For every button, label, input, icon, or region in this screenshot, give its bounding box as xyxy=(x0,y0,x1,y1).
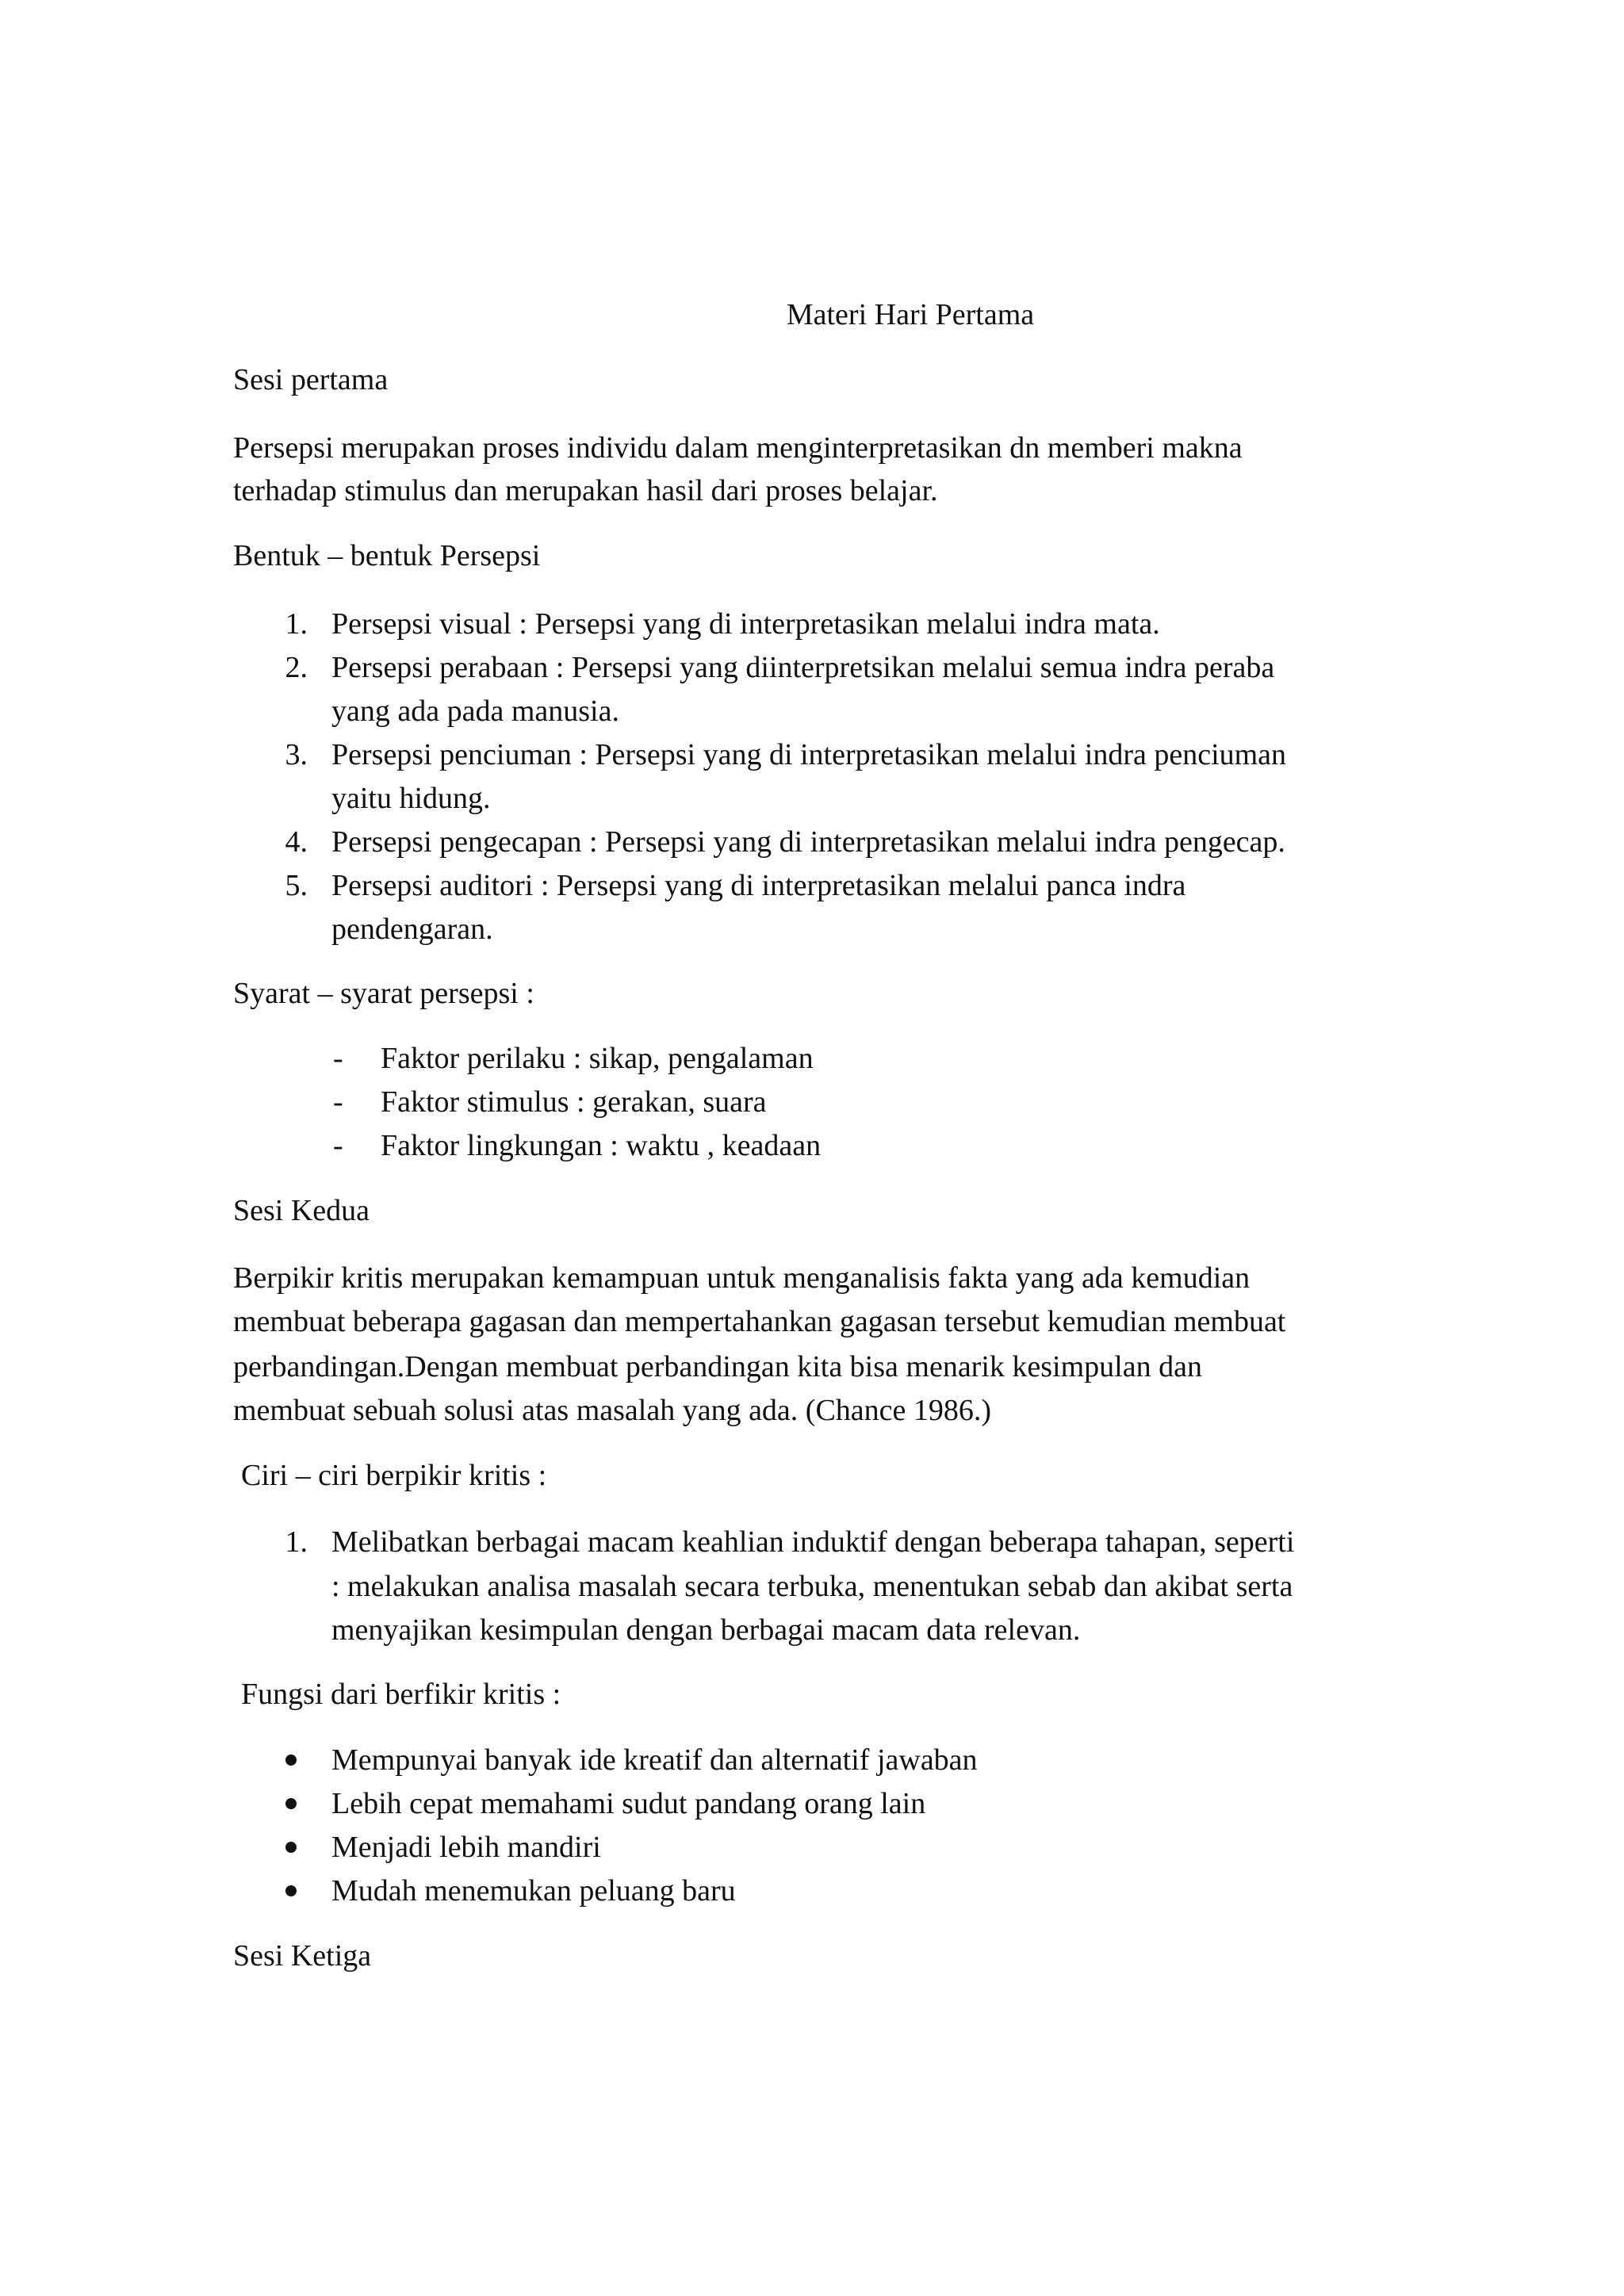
bullet-icon xyxy=(285,1885,297,1896)
list-number: 1. xyxy=(285,1525,308,1559)
session-2-heading: Sesi Kedua xyxy=(233,1194,370,1227)
dash-marker: - xyxy=(333,1085,343,1119)
functions-heading: Fungsi dari berfikir kritis : xyxy=(241,1678,561,1711)
list-item: Mempunyai banyak ide kreatif dan alternatif jawaban xyxy=(331,1743,978,1777)
list-number: 5. xyxy=(285,869,308,902)
list-item: Faktor perilaku : sikap, pengalaman xyxy=(381,1042,814,1075)
session-1-definition-line-2: terhadap stimulus dan merupakan hasil dari proses belajar. xyxy=(233,474,938,507)
session-2-definition-line-1: Berpikir kritis merupakan kemampuan untuk menganalisis fakta yang ada kemudian xyxy=(233,1261,1251,1295)
list-item: Persepsi visual : Persepsi yang di interpretasikan melalui indra mata. xyxy=(331,607,1160,641)
list-item-continuation: yang ada pada manusia. xyxy=(331,695,619,728)
list-item: Faktor lingkungan : waktu , keadaan xyxy=(381,1129,822,1162)
list-item: Mudah menemukan peluang baru xyxy=(331,1874,736,1908)
list-item: Persepsi perabaan : Persepsi yang diinterpretsikan melalui semua indra peraba xyxy=(331,651,1275,684)
session-2-definition-line-3: perbandingan.Dengan membuat perbandingan kita bisa menarik kesimpulan dan xyxy=(233,1350,1202,1383)
list-number: 2. xyxy=(285,651,308,684)
list-item: Persepsi pengecapan : Persepsi yang di interpretasikan melalui indra pengecap. xyxy=(331,825,1285,859)
bullet-icon xyxy=(285,1755,297,1766)
list-item: Faktor stimulus : gerakan, suara xyxy=(381,1085,767,1119)
dash-marker: - xyxy=(333,1129,343,1162)
list-item: Lebih cepat memahami sudut pandang orang lain xyxy=(331,1787,926,1820)
list-item-continuation: : melakukan analisa masalah secara terbuka, menentukan sebab dan akibat serta xyxy=(331,1570,1293,1603)
session-3-heading: Sesi Ketiga xyxy=(233,1939,372,1973)
session-2-definition-line-4: membuat sebuah solusi atas masalah yang ada. (Chance 1986.) xyxy=(233,1394,992,1427)
list-number: 4. xyxy=(285,825,308,859)
list-item: Melibatkan berbagai macam keahlian induktif dengan beberapa tahapan, seperti xyxy=(331,1525,1295,1559)
list-number: 3. xyxy=(285,738,308,771)
requirements-heading: Syarat – syarat persepsi : xyxy=(233,977,534,1010)
list-item: Menjadi lebih mandiri xyxy=(331,1831,601,1864)
bullet-icon xyxy=(285,1798,297,1809)
list-item: Persepsi penciuman : Persepsi yang di interpretasikan melalui indra penciuman xyxy=(331,738,1287,771)
list-item-continuation: pendengaran. xyxy=(331,913,493,946)
forms-heading: Bentuk – bentuk Persepsi xyxy=(233,539,541,572)
list-item-continuation: menyajikan kesimpulan dengan berbagai macam data relevan. xyxy=(331,1613,1081,1647)
dash-marker: - xyxy=(333,1042,343,1075)
session-1-definition-line-1: Persepsi merupakan proses individu dalam menginterpretasikan dn memberi makna xyxy=(233,431,1243,465)
list-item: Persepsi auditori : Persepsi yang di interpretasikan melalui panca indra xyxy=(331,869,1186,902)
bullet-icon xyxy=(285,1842,297,1853)
list-number: 1. xyxy=(285,607,308,641)
traits-heading: Ciri – ciri berpikir kritis : xyxy=(241,1459,547,1492)
session-2-definition-line-2: membuat beberapa gagasan dan mempertahankan gagasan tersebut kemudian membuat xyxy=(233,1305,1286,1338)
page-title: Materi Hari Pertama xyxy=(786,298,1035,331)
session-1-heading: Sesi pertama xyxy=(233,363,389,396)
list-item-continuation: yaitu hidung. xyxy=(331,782,491,815)
